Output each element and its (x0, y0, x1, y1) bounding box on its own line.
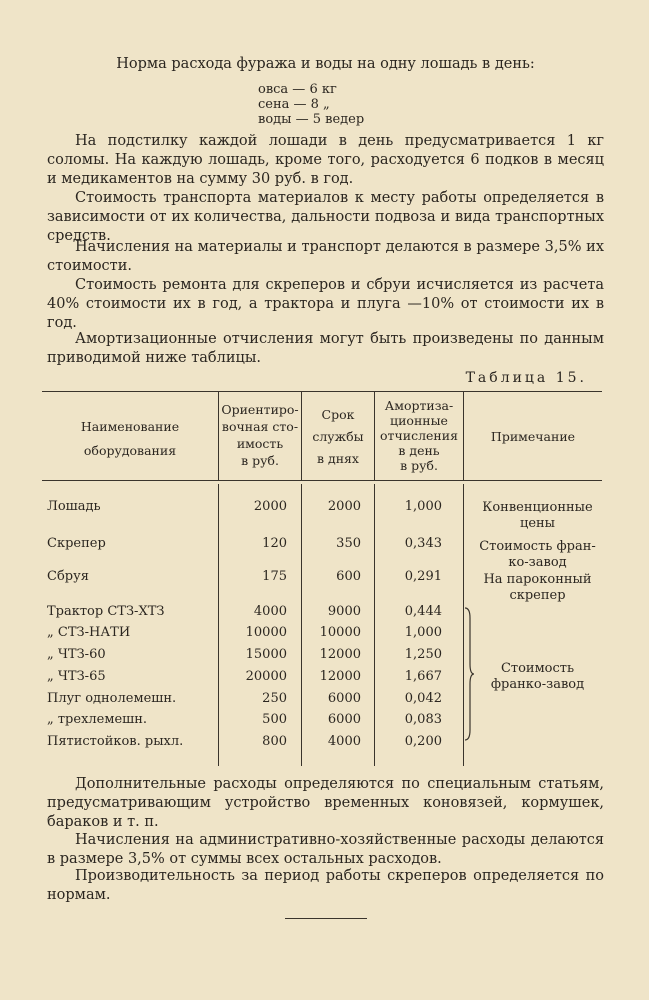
row-amort: 0,343 (404, 536, 442, 551)
row-amort: 1,000 (404, 625, 442, 640)
row-life: 350 (336, 536, 361, 551)
paragraph-amortization: Амортизационные отчисления могут быть произведены по данным приводимой ниже таблицы. (47, 331, 604, 366)
row-cost: 175 (262, 569, 287, 584)
row-life: 6000 (327, 712, 361, 727)
row-amort: 1,667 (404, 669, 442, 684)
row-cost: 10000 (245, 625, 287, 640)
row-life: 2000 (327, 499, 361, 514)
row-life: 600 (336, 569, 361, 584)
paragraph-charges: Начисления на материалы и транспорт делаются в размере 3,5% их стоимости. (47, 239, 604, 274)
paragraph-transport: Стоимость транспорта материалов к месту работы определяется в зависимости от их количества, дальности подвоза и вида транспортных средств. (47, 190, 604, 244)
table-top-rule (42, 391, 602, 392)
row-cost: 2000 (253, 499, 287, 514)
row-amort: 0,291 (404, 569, 442, 584)
row-life: 6000 (327, 691, 361, 706)
row-cost: 500 (262, 712, 287, 727)
header-amortization: Амортиза- ционные отчисления в день в руб. (380, 398, 458, 473)
row-cost: 4000 (253, 604, 287, 619)
row-cost: 250 (262, 691, 287, 706)
paragraph-repair: Стоимость ремонта для скреперов и сбруи исчисляется из расчета 40% стоимости их в год, а трактора и плуга —10% от стоимости их в год. (47, 277, 604, 331)
row-amort: 0,042 (404, 691, 442, 706)
note-horse-scraper: На пароконный скрепер (483, 572, 592, 603)
row-life: 12000 (319, 647, 361, 662)
feed-norm-heading: Норма расхода фуража и воды на одну лошадь в день: (116, 56, 535, 72)
row-name: Трактор СТЗ-ХТЗ (47, 604, 165, 619)
paragraph-admin-costs: Начисления на административно-хозяйственные расходы делаются в размере 3,5% от суммы всех остальных расходов. (47, 832, 604, 867)
row-life: 12000 (319, 669, 361, 684)
row-name: Лошадь (47, 499, 101, 514)
row-cost: 15000 (245, 647, 287, 662)
row-amort: 0,444 (404, 604, 442, 619)
norm-water: воды — 5 ведер (258, 112, 365, 127)
row-amort: 0,083 (404, 712, 442, 727)
table-col-divider (301, 484, 302, 766)
row-amort: 0,200 (404, 734, 442, 749)
feed-norms-list (258, 82, 364, 127)
norm-hay: сена — 8 „ (258, 97, 330, 112)
table-caption: Таблица 15. (465, 370, 587, 386)
row-life: 9000 (327, 604, 361, 619)
row-amort: 1,250 (404, 647, 442, 662)
row-name: „ СТЗ-НАТИ (47, 625, 131, 640)
header-cost: Ориентиро- вочная сто- имость в руб. (221, 402, 299, 468)
note-franco-plant: Стоимость фран- ко-завод (479, 539, 596, 570)
row-life: 10000 (319, 625, 361, 640)
table-col-divider (374, 484, 375, 766)
brace-icon (462, 606, 476, 742)
row-name: „ ЧТЗ-60 (47, 647, 106, 662)
header-equipment: Наименование оборудования (80, 419, 180, 458)
row-cost: 800 (262, 734, 287, 749)
row-name: Плуг однолемешн. (47, 691, 177, 706)
paragraph-additional-costs: Дополнительные расходы определяются по специальным статьям, предусматривающим устройство временных коновязей, кормушек, бараков и т. п. (47, 776, 604, 830)
note-franco-plant-group: Стоимость франко-завод (490, 661, 585, 692)
row-cost: 120 (262, 536, 287, 551)
header-service-life: Срок службы в днях (312, 407, 364, 466)
row-name: Сбруя (47, 569, 89, 584)
table-col-divider (218, 484, 219, 766)
row-cost: 20000 (245, 669, 287, 684)
note-conventional-prices: Конвенционные цены (482, 500, 593, 531)
row-name: „ трехлемешн. (47, 712, 148, 727)
paragraph-bedding: На подстилку каждой лошади в день предусматривается 1 кг соломы. На каждую лошадь, кроме того, расходуется 6 подков в месяц и медикаментов на сумму 30 руб. в год. (47, 133, 604, 187)
row-name: Скрепер (47, 536, 106, 551)
row-name: „ ЧТЗ-65 (47, 669, 106, 684)
table-header-rule (42, 480, 602, 481)
closing-rule (285, 918, 367, 919)
paragraph-productivity: Производительность за период работы скреперов определяется по нормам. (47, 868, 604, 903)
row-name: Пятистойков. рыхл. (47, 734, 184, 749)
norm-oats: овса — 6 кг (258, 82, 337, 97)
row-amort: 1,000 (404, 499, 442, 514)
row-life: 4000 (327, 734, 361, 749)
header-note: Примечание (490, 429, 576, 444)
